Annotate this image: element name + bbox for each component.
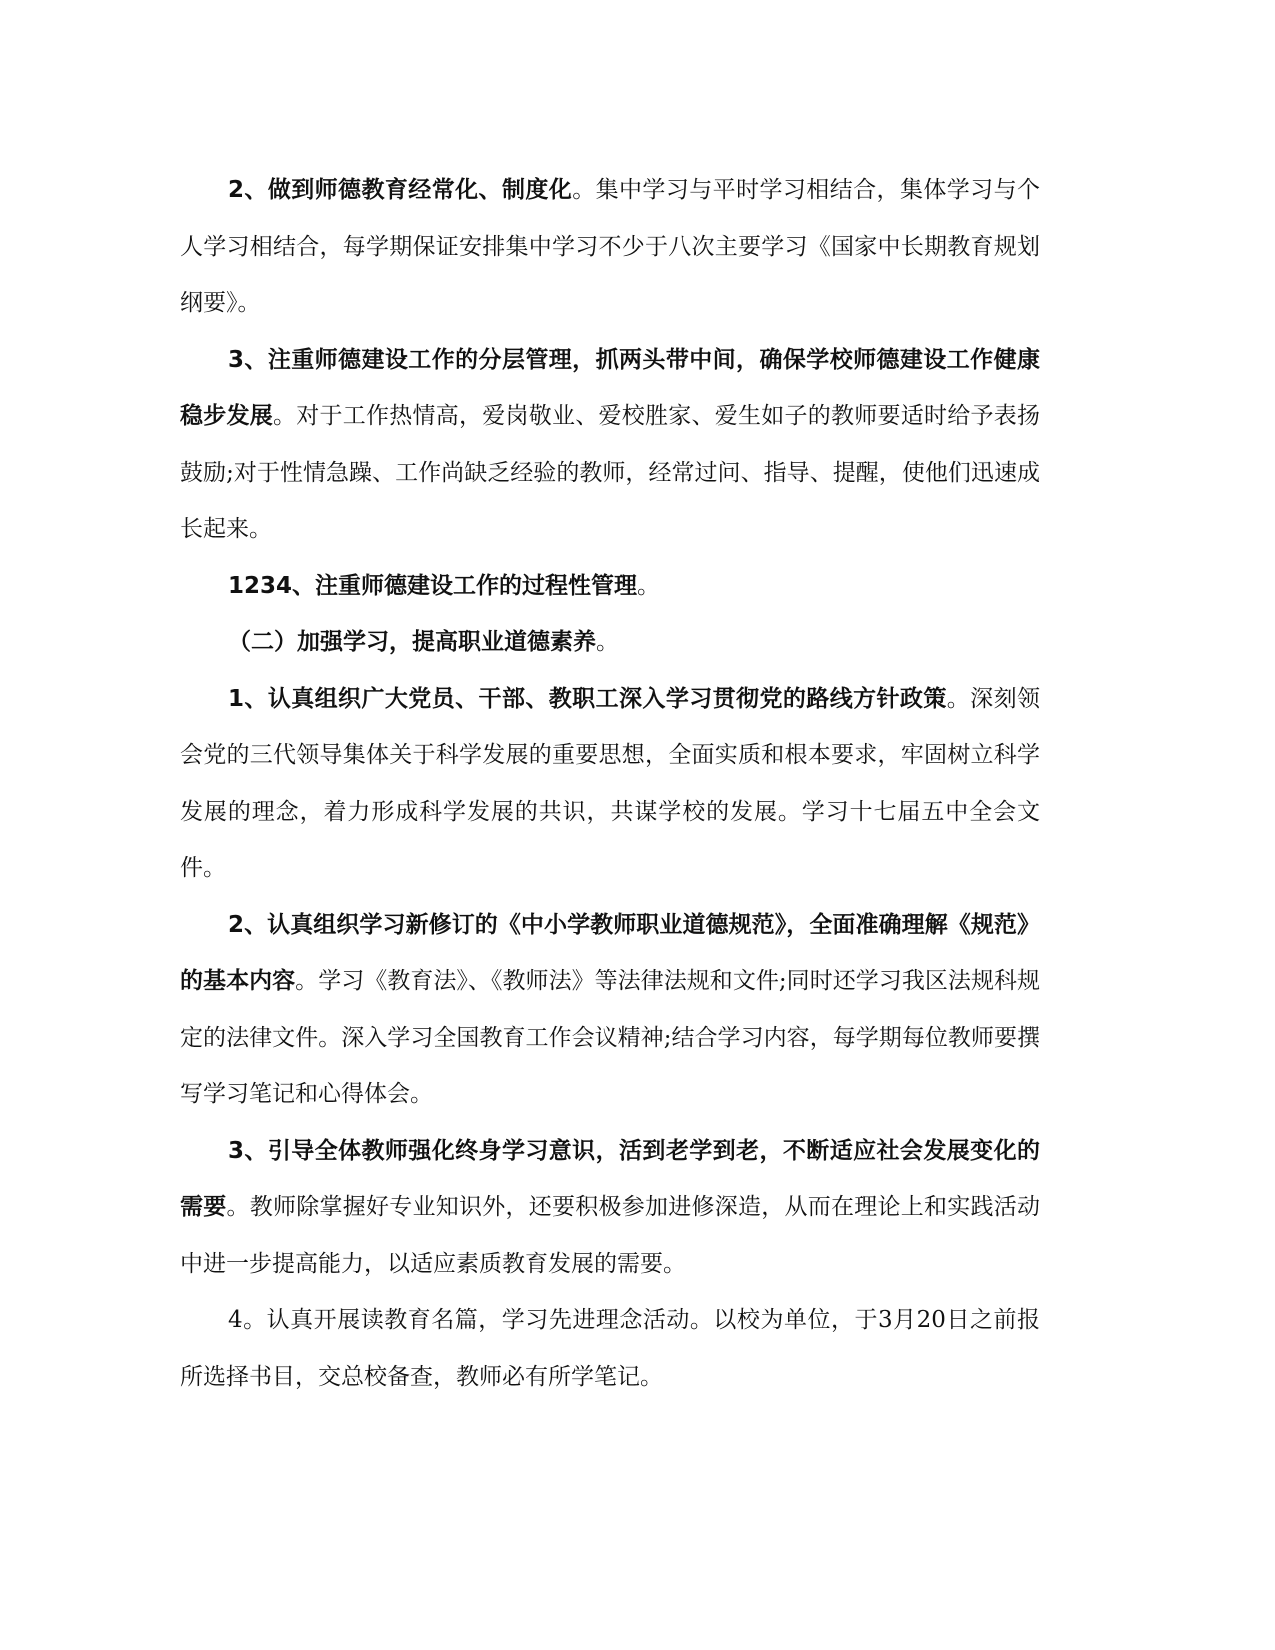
- paragraph-heading: 1、认真组织广大党员、干部、教职工深入学习贯彻党的路线方针政策: [228, 685, 947, 712]
- paragraph-8: [180, 1292, 1040, 1405]
- paragraph-text: 。对于工作热情高，爱岗敬业、爱校胜家、爱生如子的教师要适时给予表扬鼓励;对于性情急躁、工作尚缺乏经验的教师，经常过问、指导、提醒，使他们迅速成长起来。: [180, 403, 1040, 542]
- paragraph-heading: 3、引导全体教师强化终身学习意识，活到老学到老，不断适应社会发展变化的需要: [180, 1137, 1040, 1220]
- paragraph-5: [180, 671, 1040, 897]
- paragraph-heading: （二）加强学习，提高职业道德素养: [228, 629, 596, 655]
- paragraph-heading: 2、做到师德教育经常化、制度化: [228, 177, 573, 203]
- paragraph-heading: 1234、注重师德建设工作的过程性管理: [228, 572, 638, 599]
- paragraph-text: 。: [637, 572, 661, 599]
- paragraph-7: [180, 1123, 1040, 1293]
- paragraph-text: 。集中学习与平时学习相结合，集体学习与个人学习相结合，每学期保证安排集中学习不少于八次主要学习《国家中长期教育规划纲要》。: [180, 177, 1041, 316]
- paragraph-6: [180, 897, 1040, 1123]
- document-body: [180, 162, 1040, 1405]
- paragraph-text: 。学习《教育法》、《教师法》等法律法规和文件;同时还学习我区法规科规定的法律文件。深入学习全国教育工作会议精神;结合学习内容，每学期每位教师要撰写学习笔记和心得体会。: [180, 968, 1041, 1107]
- paragraph-text: 4。认真开展读教育名篇，学习先进理念活动。以校为单位，于3月20日之前报所选择书目，交总校备查，教师必有所学笔记。: [180, 1307, 1040, 1390]
- paragraph-1: [180, 162, 1040, 332]
- paragraph-heading: 2、认真组织学习新修订的《中小学教师职业道德规范》，全面准确理解《规范》的基本内容: [180, 911, 1040, 994]
- paragraph-3: [180, 558, 1040, 615]
- paragraph-4: [180, 614, 1040, 671]
- paragraph-2: [180, 332, 1040, 558]
- paragraph-text: 。深刻领会党的三代领导集体关于科学发展的重要思想，全面实质和根本要求，牢固树立科学发展的理念，着力形成科学发展的共识，共谋学校的发展。学习十七届五中全会文件。: [180, 685, 1040, 881]
- paragraph-text: 。: [596, 629, 619, 655]
- paragraph-text: 。教师除掌握好专业知识外，还要积极参加进修深造，从而在理论上和实践活动中进一步提高能力，以适应素质教育发展的需要。: [180, 1194, 1040, 1277]
- paragraph-heading: 3、注重师德建设工作的分层管理，抓两头带中间，确保学校师德建设工作健康稳步发展: [180, 346, 1040, 429]
